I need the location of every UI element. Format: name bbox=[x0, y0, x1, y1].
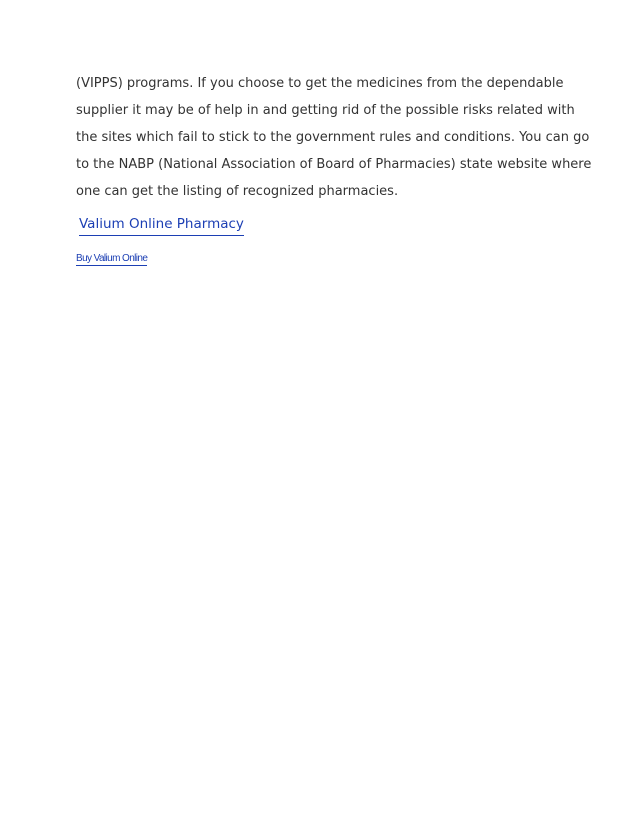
paragraph-line: supplier it may be of help in and getting rid of the possible risks related with bbox=[76, 103, 575, 118]
paragraph-line: (VIPPS) programs. If you choose to get the medicines from the dependable bbox=[76, 76, 564, 91]
paragraph-line: to the NABP (National Association of Board of Pharmacies) state website where bbox=[76, 157, 592, 172]
paragraph-line: one can get the listing of recognized pharmacies. bbox=[76, 184, 399, 199]
valium-online-pharmacy-link[interactable]: Valium Online Pharmacy bbox=[79, 214, 244, 236]
buy-valium-online-link[interactable]: Buy Valium Online bbox=[76, 253, 148, 264]
paragraph-line: the sites which fail to stick to the government rules and conditions. You can go bbox=[76, 130, 590, 145]
body-paragraph bbox=[76, 70, 592, 205]
